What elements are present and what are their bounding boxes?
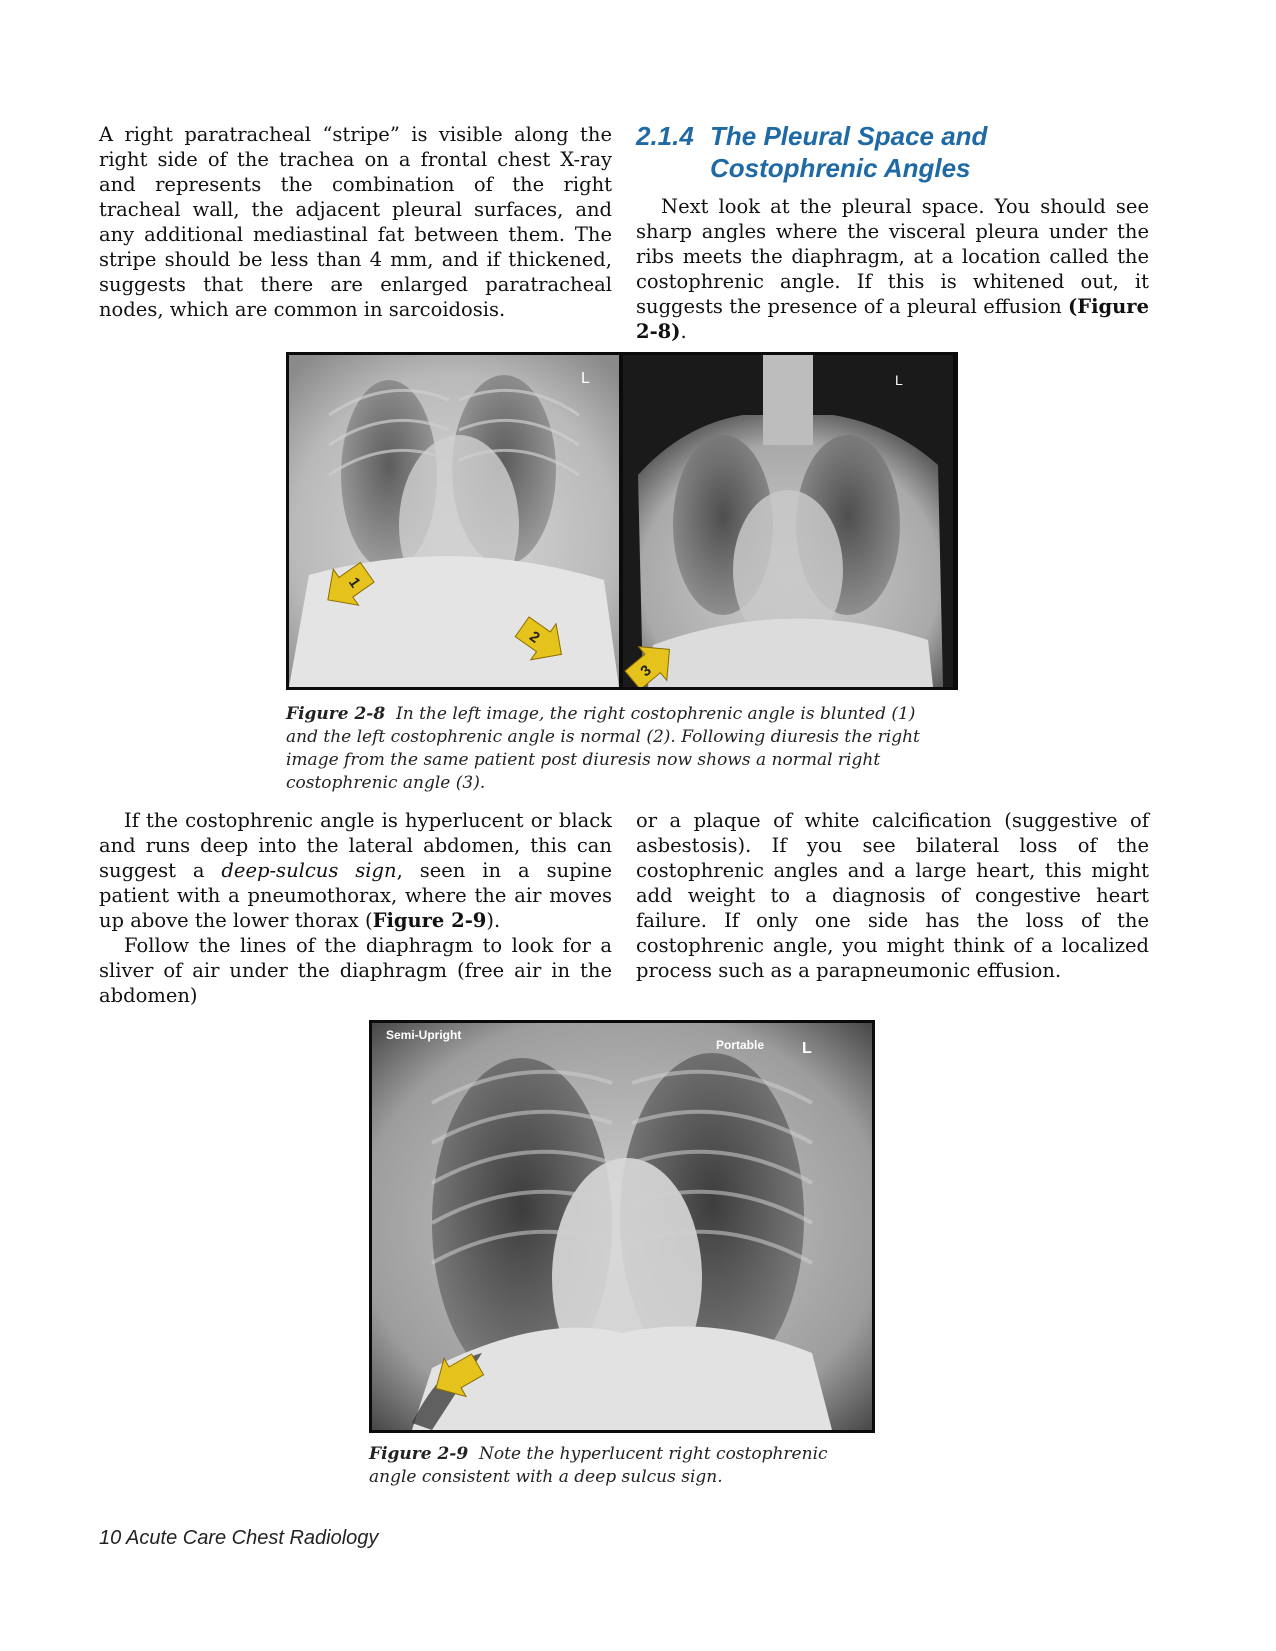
figure-2-9-caption [369, 1443, 829, 1489]
portable-label: Portable [716, 1038, 765, 1052]
paratracheal-paragraph-column [99, 122, 612, 322]
calcification-column [636, 808, 1149, 983]
xray-pre-diuresis [289, 355, 619, 687]
figure-2-8-reference: (Figure 2-8) [636, 295, 1149, 343]
page-footer: 10 Acute Care Chest Radiology [99, 1527, 379, 1549]
deep-sulcus-column [99, 808, 612, 1008]
xray-post-diuresis [623, 355, 953, 687]
arrow-marker-2-label: 2 [526, 627, 543, 647]
paratracheal-paragraph: A right paratracheal “stripe” is visible along the right side of the trachea on a frontal chest X-ray and represents the combination of the right tracheal wall, the adjacent pleural surfaces, and any additional mediastinal fat between them. The stripe should be less than 4 mm, and if thickened, suggests that there are enlarged paratracheal nodes, which are common in sarcoidosis. [99, 123, 612, 321]
calcification-paragraph: or a plaque of white calcification (suggestive of asbestosis). If you see bilateral loss of the costophrenic angles and a large heart, this might add weight to a diagnosis of congestive heart failure. If only one side has the loss of the costophrenic angle, you might think of a localized process such as a parapneumonic effusion. [636, 809, 1149, 982]
figure-2-8-caption [286, 703, 936, 795]
section-title-line1: The Pleural Space and [710, 121, 988, 151]
figure-2-8-label: Figure 2-8 [286, 704, 386, 724]
figure-2-9-caption-text: Note the hyperlucent right costophrenic angle consistent with a deep sulcus sign. [369, 1444, 828, 1487]
figure-2-8-caption-text: In the left image, the right costophrenic angle is blunted (1) and the left costophrenic angle is normal (2). Following diuresis the right image from the same patient post diuresis now shows a normal right costophrenic angle (3). [286, 704, 920, 793]
figure-2-8-image [286, 352, 958, 690]
side-marker-left-image: L [581, 370, 590, 387]
deep-sulcus-paragraph [99, 808, 612, 933]
deep-sulcus-text-2: , seen in a supine patient with a pneumothorax, where the air moves up above the lower thorax ( [99, 859, 612, 932]
deep-sulcus-term: deep-sulcus sign [221, 859, 397, 882]
figure-2-9-image [369, 1020, 875, 1433]
deep-sulcus-text-end: ). [486, 909, 501, 932]
section-number: 2.1.4 [636, 121, 694, 151]
figure-2-9-label: Figure 2-9 [369, 1444, 469, 1464]
xray-deep-sulcus [372, 1023, 872, 1430]
pleural-space-paragraph [636, 194, 1149, 344]
arrow-marker-1-label: 1 [345, 574, 364, 592]
semi-upright-label: Semi-Upright [386, 1028, 462, 1042]
side-marker-right-image: L [895, 372, 903, 388]
pleural-space-column [636, 194, 1149, 344]
diaphragm-paragraph: Follow the lines of the diaphragm to look for a sliver of air under the diaphragm (free air in the abdomen) [99, 934, 612, 1007]
pleural-text: Next look at the pleural space. You should see sharp angles where the visceral pleura under the ribs meets the diaphragm, at a location called the costophrenic angle. If this is whitened out, it suggests the presence of a pleural effusion [636, 195, 1149, 318]
side-marker-label: L [802, 1040, 812, 1057]
deep-sulcus-text: If the costophrenic angle is hyperlucent or black and runs deep into the lateral abdomen, this can suggest a [99, 809, 612, 882]
section-title-line2: Costophrenic Angles [710, 153, 971, 183]
figure-2-9-reference: Figure 2-9 [372, 909, 487, 932]
pleural-text-end: . [680, 320, 687, 343]
arrow-marker-3-label: 3 [637, 661, 655, 681]
section-heading [636, 120, 1156, 184]
